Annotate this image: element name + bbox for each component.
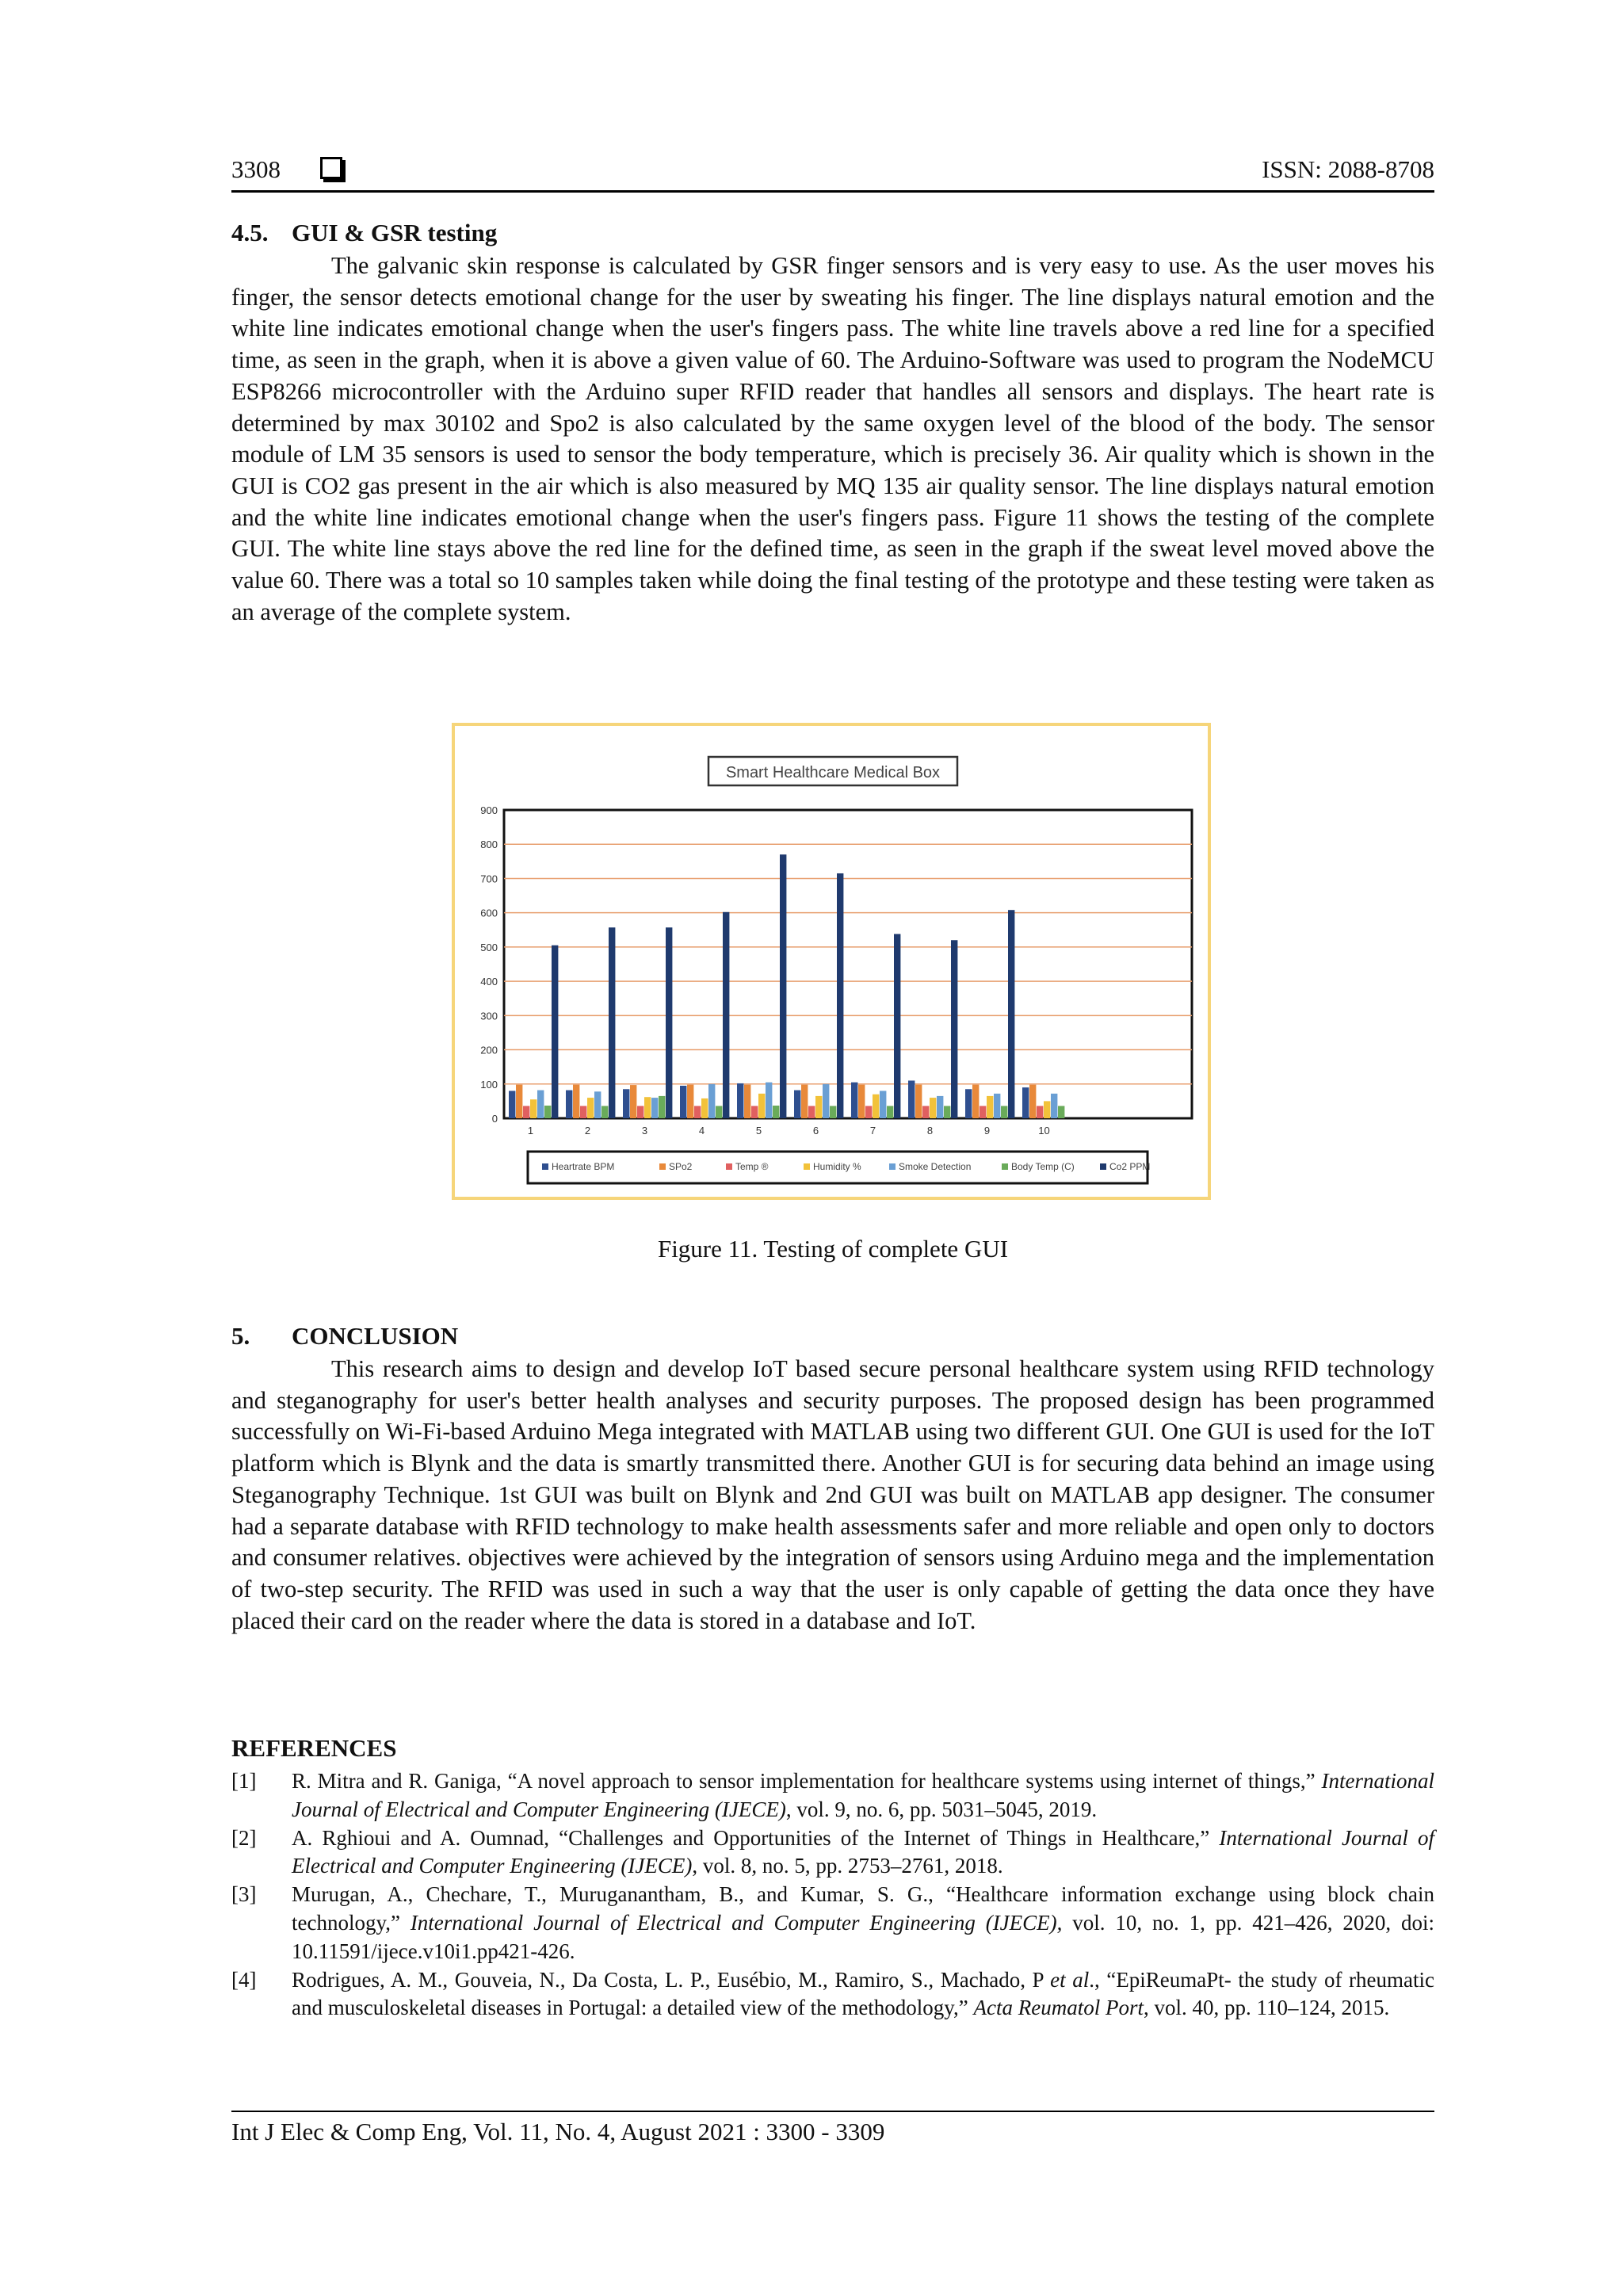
reference-details: , vol. 9, no. 6, pp. 5031–5045, 2019. (785, 1797, 1098, 1821)
reference-journal: International Journal of Electrical and Computer Engineering (IJECE) (292, 1769, 1434, 1821)
section-title: CONCLUSION (292, 1322, 459, 1350)
bar (566, 1091, 572, 1118)
section-heading-conclusion (231, 1322, 458, 1350)
y-tick-label: 500 (480, 941, 498, 953)
bar (530, 1099, 537, 1118)
bar (951, 940, 957, 1118)
legend-swatch (1002, 1163, 1008, 1170)
legend-swatch (542, 1163, 548, 1170)
reference-number: [2] (231, 1825, 257, 1850)
issn-label: ISSN: 2088-8708 (1262, 155, 1434, 183)
legend-swatch (804, 1163, 810, 1170)
references-list (231, 1767, 1434, 2023)
section-number: 4.5. (231, 219, 269, 246)
legend-label: Co2 PPM (1109, 1161, 1151, 1172)
header-rule (231, 190, 1434, 193)
bar (930, 1098, 936, 1118)
bar (1037, 1106, 1043, 1118)
page-footer: Int J Elec & Comp Eng, Vol. 11, No. 4, August 2021 : 3300 - 3309 (231, 2118, 885, 2145)
bar (594, 1091, 601, 1118)
x-tick-label: 2 (584, 1125, 591, 1137)
bar (687, 1085, 693, 1118)
bar (780, 854, 786, 1118)
bar (1051, 1094, 1057, 1118)
bar (758, 1094, 765, 1118)
bar (601, 1106, 608, 1118)
bar (637, 1106, 643, 1118)
bar (915, 1085, 922, 1118)
bar (523, 1106, 529, 1118)
bar (1022, 1087, 1029, 1118)
bar (880, 1091, 886, 1118)
bar (509, 1091, 515, 1118)
reference-journal: International Journal of Electrical and Computer Engineering (IJECE) (292, 1825, 1435, 1878)
reference-text: A. Rghioui and A. Oumnad, “Challenges and Opportunities of the Internet of Things in Healthcare,” (292, 1825, 1220, 1850)
bar (723, 912, 729, 1118)
page-header (231, 155, 1434, 195)
bar (972, 1085, 979, 1118)
y-tick-label: 0 (491, 1113, 498, 1125)
reference-item (231, 1966, 1434, 2023)
bar (794, 1091, 800, 1118)
reference-journal: Acta Reumatol Port (973, 1996, 1144, 2020)
bar (708, 1084, 715, 1118)
reference-details: , vol. 8, no. 5, pp. 2753–2761, 2018. (692, 1854, 1003, 1878)
checkbox-square-icon (320, 157, 342, 179)
bar (987, 1096, 993, 1118)
bar (808, 1106, 815, 1118)
bar (680, 1086, 686, 1118)
bar (865, 1106, 872, 1118)
bar (1008, 910, 1014, 1118)
reference-journal: International Journal of Electrical and Computer Engineering (IJECE), (410, 1910, 1063, 1935)
x-tick-label: 1 (527, 1125, 534, 1137)
bar (701, 1098, 708, 1118)
legend-label: Heartrate BPM (552, 1161, 615, 1172)
bar (773, 1106, 779, 1118)
legend-label: Humidity % (813, 1161, 861, 1172)
section-title: GUI & GSR testing (292, 219, 498, 246)
section-number: 5. (231, 1322, 250, 1350)
x-tick-label: 3 (641, 1125, 648, 1137)
legend-label: Temp ® (735, 1161, 769, 1172)
bar (873, 1095, 879, 1118)
bar (666, 927, 672, 1118)
bar (851, 1083, 857, 1118)
reference-details: vol. 10, no. 1, pp. 421–426, 2020, doi: 10.11591/ijece.v10i1.pp421-426. (292, 1910, 1434, 1963)
chart-title: Smart Healthcare Medical Box (725, 764, 941, 781)
bar (587, 1098, 594, 1118)
section-paragraph-conclusion: This research aims to design and develop IoT based secure personal healthcare system using RFID technology and steganography for user's better health analyses and security purposes. The proposed design has been programmed successfully on Wi-Fi-based Arduino Mega integrated with MATLAB using two different GUI. One GUI is used for the IoT platform which is Blynk and the data is smartly transmitted there. Another GUI is for securing data behind an image using Steganography Technique. 1st GUI was built on Blynk and 2nd GUI was built on MATLAB app designer. The consumer had a separate database with RFID technology to make health assessments safer and more reliable and open only to doctors and consumer relatives. objectives were achieved by the integration of sensors using Arduino mega and the implementation of two-step security. The RFID was used in such a way that the user is only capable of getting the data once they have placed their card on the reader where the data is stored in a database and IoT. (231, 1355, 1434, 1634)
bar (744, 1085, 750, 1118)
legend-swatch (726, 1163, 732, 1170)
references-heading: REFERENCES (231, 1734, 397, 1762)
figure-caption: Figure 11. Testing of complete GUI (657, 1235, 1009, 1263)
reference-item (231, 1881, 1434, 1966)
bar (544, 1106, 551, 1118)
bar (1058, 1106, 1064, 1118)
legend-swatch (659, 1163, 666, 1170)
bar (573, 1085, 579, 1118)
bar (537, 1091, 544, 1118)
bar (922, 1106, 929, 1118)
footer-rule (231, 2111, 1434, 2112)
bar (694, 1106, 701, 1118)
bar (858, 1085, 865, 1118)
bar (994, 1094, 1000, 1118)
legend-label: SPo2 (669, 1161, 693, 1172)
y-tick-label: 400 (480, 976, 498, 988)
bar (823, 1084, 829, 1118)
plot-area (504, 810, 1192, 1118)
bar-chart (455, 726, 1208, 1197)
bar (887, 1106, 893, 1118)
y-tick-label: 300 (480, 1010, 498, 1022)
figure-chart-frame (452, 723, 1211, 1200)
y-tick-label: 100 (480, 1078, 498, 1091)
bar (766, 1083, 772, 1118)
y-tick-label: 600 (480, 907, 498, 919)
bar (894, 934, 900, 1118)
bar (552, 946, 558, 1118)
y-tick-label: 800 (480, 839, 498, 851)
bar (830, 1106, 836, 1118)
bar (751, 1106, 758, 1118)
bar (737, 1083, 743, 1118)
x-tick-label: 10 (1038, 1125, 1050, 1137)
reference-text: R. Mitra and R. Ganiga, “A novel approach to sensor implementation for healthcare systems using internet of things,” (292, 1769, 1322, 1793)
bar (651, 1098, 658, 1118)
bar (937, 1096, 943, 1118)
reference-number: [4] (231, 1967, 257, 1992)
bar (965, 1089, 972, 1118)
y-tick-label: 200 (480, 1044, 498, 1056)
x-tick-label: 7 (869, 1125, 876, 1137)
bar (944, 1106, 950, 1118)
x-tick-label: 5 (755, 1125, 762, 1137)
bar (908, 1080, 915, 1118)
bar (1044, 1101, 1050, 1118)
reference-text-continued: ., “EpiReumaPt- the study of rheumatic and musculoskeletal diseases in Portugal: a detailed view of the methodology,” (292, 1967, 1434, 2020)
bar (644, 1097, 651, 1118)
section-heading-gui-gsr (231, 219, 497, 247)
reference-item (231, 1767, 1434, 1824)
reference-details: , vol. 40, pp. 110–124, 2015. (1144, 1996, 1390, 2020)
x-tick-label: 8 (926, 1125, 934, 1137)
bar (1001, 1106, 1007, 1118)
x-tick-label: 9 (983, 1125, 991, 1137)
y-tick-label: 900 (480, 804, 498, 816)
bar (609, 927, 615, 1118)
legend-swatch (1100, 1163, 1106, 1170)
x-tick-label: 6 (812, 1125, 819, 1137)
bar (837, 873, 843, 1118)
bar (630, 1085, 636, 1118)
legend-label: Body Temp (C) (1011, 1161, 1075, 1172)
bar (623, 1089, 629, 1118)
bar (1029, 1085, 1036, 1118)
bar (580, 1106, 586, 1118)
section-paragraph-gui-gsr: The galvanic skin response is calculated by GSR finger sensors and is very easy to use. As the user moves his finger, the sensor detects emotional change for the user by sweating his finger. The line displays natural emotion and the white line indicates emotional change when the user's fingers pass. The white line travels above a red line for a specified time, as seen in the graph, when it is above a given value of 60. The Arduino-Software was used to program the NodeMCU ESP8266 microcontroller with the Arduino super RFID reader that handles all sensors and displays. The heart rate is determined by max 30102 and Spo2 is also calculated by the same oxygen level of the blood of the body. The sensor module of LM 35 sensors is used to sensor the body temperature, which is precisely 36. Air quality which is shown in the GUI is CO2 gas present in the air which is also measured by MQ 135 air quality sensor. The line displays natural emotion and the white line indicates emotional change when the user's fingers pass. Figure 11 shows the testing of the complete GUI. The white line stays above the red line for the defined time, as seen in the graph if the sweat level moved above the value 60. There was a total so 10 samples taken while doing the final testing of the prototype and these testing were taken as an average of the complete system. (231, 252, 1434, 625)
reference-number: [1] (231, 1769, 257, 1793)
reference-text: Murugan, A., Chechare, T., Muruganantham, B., and Kumar, S. G., “Healthcare information exchange using block chain technology,” (292, 1882, 1434, 1935)
bar (980, 1106, 986, 1118)
y-tick-label: 700 (480, 873, 498, 885)
page-number: 3308 (231, 155, 281, 183)
reference-number: [3] (231, 1882, 257, 1907)
bar (716, 1106, 722, 1118)
reference-item (231, 1824, 1434, 1881)
bar (516, 1085, 522, 1118)
bar (659, 1096, 665, 1118)
legend-swatch (889, 1163, 896, 1170)
reference-et-al: et al (1050, 1967, 1090, 1992)
bar (815, 1096, 822, 1118)
x-tick-label: 4 (698, 1125, 705, 1137)
legend-label: Smoke Detection (899, 1161, 972, 1172)
bar (801, 1085, 808, 1118)
reference-text: Rodrigues, A. M., Gouveia, N., Da Costa, L. P., Eusébio, M., Ramiro, S., Machado, P (292, 1967, 1051, 1992)
